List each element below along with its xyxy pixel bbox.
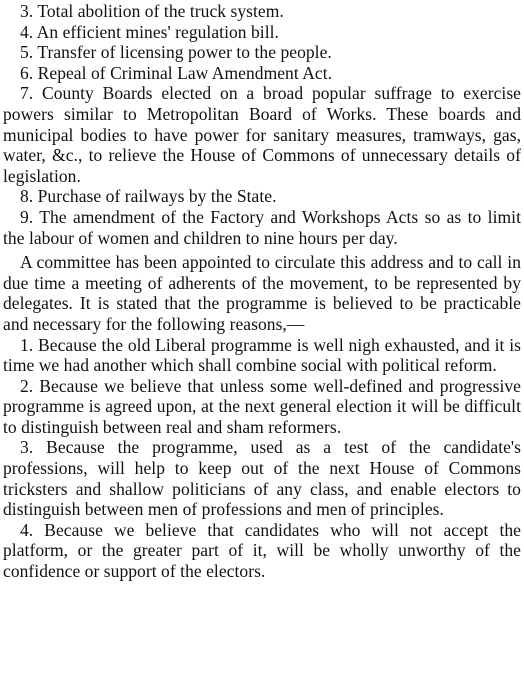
programme-item-6: 6. Repeal of Criminal Law Amendment Act. [20,62,333,83]
reason-1: 1. Because the old Liberal programme is well nigh exhausted, and it is time we had another which shall combine social with political reform. [3,334,521,376]
programme-item-9: 9. The amendment of the Factory and Workshops Acts so as to limit the labour of women and children to nine hours per day. [3,206,521,248]
reason-4: 4. Because we believe that candidates who will not accept the platform, or the greater part of it, will be wholly unworthy of the confidence or support of the electors. [3,519,521,582]
reason-3: 3. Because the programme, used as a test of the candidate's professions, will help to keep out of the next House of Commons tricksters and shallow politicians of any class, and enable electors to distinguish between men of professions and men of principles. [3,437,521,520]
programme-item-7: 7. County Boards elected on a broad popular suffrage to exercise powers similar to Metropolitan Board of Works. These boards and municipal bodies to have power for sanitary measures, tramways, gas, water, &c., to relieve the House of Commons of unnecessary details of legislation. [3,83,521,186]
programme-item-5: 5. Transfer of licensing power to the people. [20,42,332,63]
committee-paragraph: A committee has been appointed to circulate this address and to call in due time a meeting of adherents of the movement, to be represented by delegates. It is stated that the programme is believed to be practicable and necessary for the following reasons,— [3,252,521,334]
programme-item-8: 8. Purchase of railways by the State. [20,186,277,207]
reason-2: 2. Because we believe that unless some well-defined and progressive programme is agreed upon, at the next general election it will be difficult to distinguish between real and sham reformers. [3,375,521,437]
programme-item-3: 3. Total abolition of the truck system. [20,1,284,21]
programme-item-4: 4. An efficient mines' regulation bill. [20,21,279,42]
